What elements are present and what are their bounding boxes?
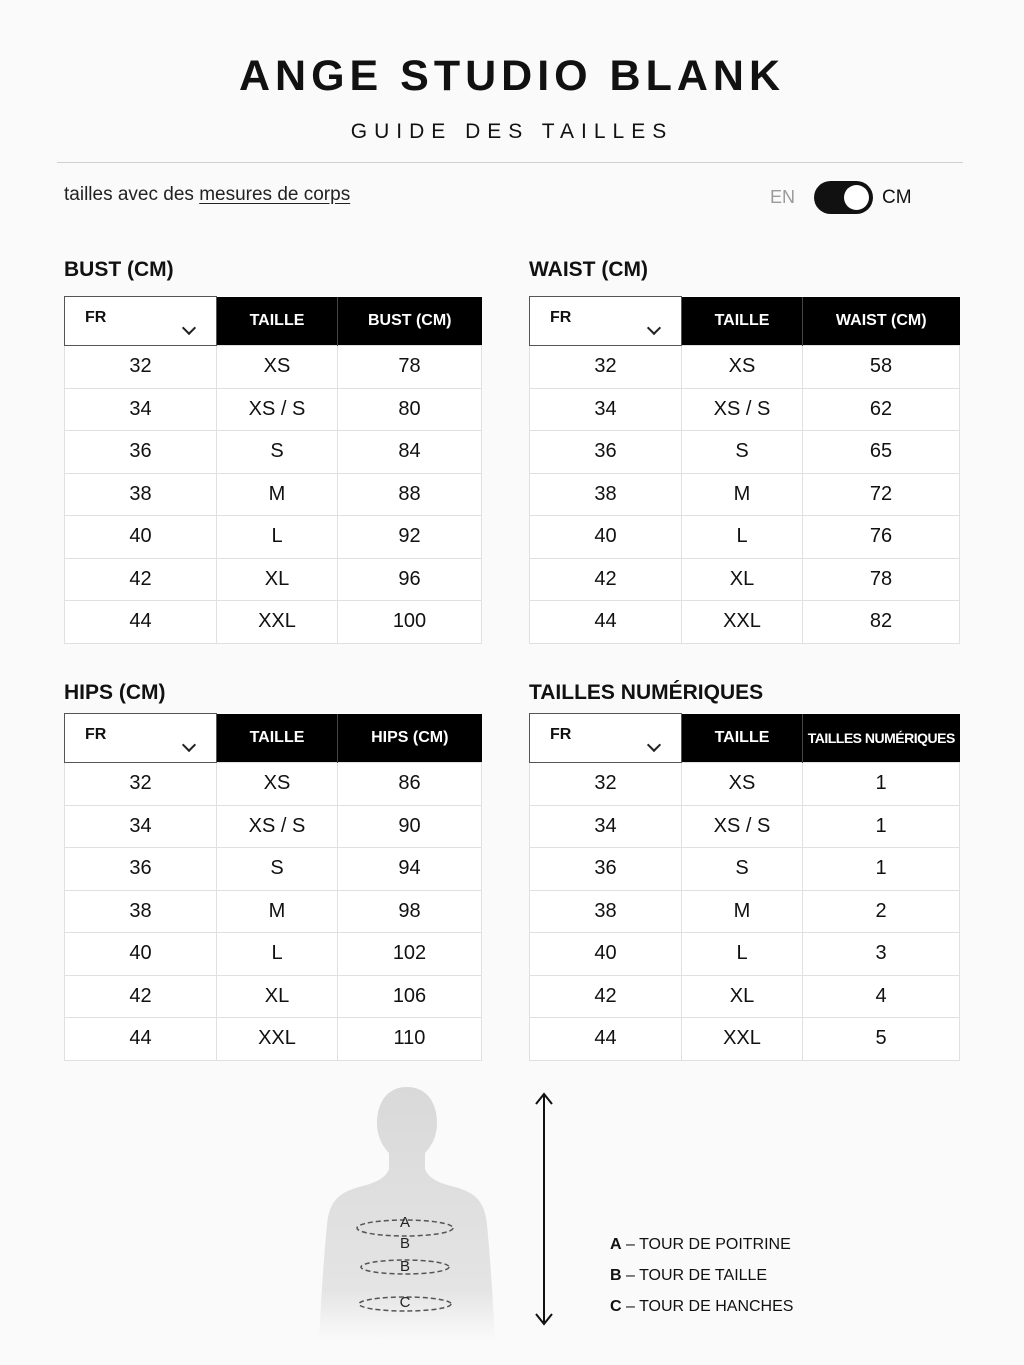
cell-measurement: 4 — [803, 975, 960, 1018]
cell-letter-size: XXL — [682, 601, 803, 644]
size-system-select[interactable]: FR — [530, 297, 682, 346]
cell-fr-size: 44 — [530, 601, 682, 644]
table-row — [65, 890, 482, 933]
chevron-down-icon — [647, 738, 661, 752]
cell-measurement: 76 — [803, 516, 960, 559]
table-row — [530, 431, 960, 474]
cell-letter-size: XXL — [217, 601, 338, 644]
cell-measurement: 110 — [338, 1018, 482, 1061]
table-row — [530, 763, 960, 806]
height-arrow-icon — [534, 1090, 554, 1328]
cell-letter-size: L — [682, 516, 803, 559]
cell-measurement: 96 — [338, 558, 482, 601]
cell-letter-size: L — [682, 933, 803, 976]
cell-letter-size: XS — [217, 346, 338, 389]
cell-letter-size: S — [682, 848, 803, 891]
cell-letter-size: L — [217, 516, 338, 559]
table-row — [65, 473, 482, 516]
column-header-size: TAILLE — [217, 297, 338, 346]
cell-measurement: 80 — [338, 388, 482, 431]
section-title: TAILLES NUMÉRIQUES — [529, 681, 764, 704]
size-system-select[interactable]: FR — [65, 714, 217, 763]
table-row — [65, 558, 482, 601]
table-row — [530, 848, 960, 891]
cell-letter-size: XS / S — [217, 388, 338, 431]
cell-letter-size: M — [682, 473, 803, 516]
cell-letter-size: M — [682, 890, 803, 933]
cell-fr-size: 36 — [65, 431, 217, 474]
marker-c: C — [399, 1294, 411, 1311]
table-row — [65, 388, 482, 431]
table-row — [530, 805, 960, 848]
size-system-select[interactable]: FR — [530, 714, 682, 763]
table-row — [530, 346, 960, 389]
unit-cm-label[interactable]: CM — [882, 186, 912, 208]
header-divider — [57, 162, 963, 163]
brand-title: ANGE STUDIO BLANK — [238, 52, 786, 100]
cell-letter-size: S — [217, 848, 338, 891]
hips-section — [64, 679, 482, 1061]
column-header-numeric: TAILLES NUMÉRIQUES — [803, 714, 960, 763]
table-row — [530, 933, 960, 976]
cell-fr-size: 44 — [65, 601, 217, 644]
cell-letter-size: XS / S — [217, 805, 338, 848]
cell-fr-size: 34 — [530, 805, 682, 848]
cell-measurement: 2 — [803, 890, 960, 933]
cell-measurement: 90 — [338, 805, 482, 848]
table-row — [530, 516, 960, 559]
cell-measurement: 100 — [338, 601, 482, 644]
table-row — [65, 975, 482, 1018]
unit-switch[interactable] — [814, 181, 873, 214]
cell-fr-size: 42 — [530, 975, 682, 1018]
column-header-size: TAILLE — [682, 714, 803, 763]
cell-fr-size: 40 — [530, 933, 682, 976]
cell-fr-size: 38 — [530, 473, 682, 516]
cell-letter-size: XXL — [682, 1018, 803, 1061]
cell-measurement: 82 — [803, 601, 960, 644]
cell-fr-size: 42 — [65, 558, 217, 601]
legend-item: B – TOUR DE TAILLE — [610, 1267, 768, 1284]
table-row — [530, 601, 960, 644]
table-row — [65, 601, 482, 644]
cell-fr-size: 34 — [65, 388, 217, 431]
column-header-size: TAILLE — [682, 297, 803, 346]
cell-fr-size: 38 — [530, 890, 682, 933]
bust-section — [64, 256, 482, 644]
cell-measurement: 92 — [338, 516, 482, 559]
hips-table — [64, 713, 482, 1061]
waist-table — [529, 296, 960, 644]
cell-letter-size: XL — [217, 558, 338, 601]
table-row — [65, 431, 482, 474]
cell-letter-size: S — [217, 431, 338, 474]
table-row — [530, 473, 960, 516]
cell-fr-size: 44 — [530, 1018, 682, 1061]
intro-prefix: tailles avec des — [64, 184, 200, 205]
marker-b-upper: B — [399, 1235, 411, 1252]
switch-knob — [844, 185, 869, 210]
cell-letter-size: XL — [682, 975, 803, 1018]
cell-measurement: 88 — [338, 473, 482, 516]
measurement-legend — [610, 1235, 793, 1328]
cell-fr-size: 42 — [530, 558, 682, 601]
numeric-section — [529, 679, 960, 1061]
cell-letter-size: XS / S — [682, 805, 803, 848]
cell-fr-size: 40 — [530, 516, 682, 559]
cell-letter-size: XS / S — [682, 388, 803, 431]
cell-measurement: 78 — [338, 346, 482, 389]
cell-fr-size: 38 — [65, 473, 217, 516]
table-row — [530, 1018, 960, 1061]
cell-fr-size: 34 — [65, 805, 217, 848]
cell-measurement: 106 — [338, 975, 482, 1018]
cell-fr-size: 32 — [530, 763, 682, 806]
section-title: BUST (CM) — [64, 258, 174, 281]
chevron-down-icon — [647, 321, 661, 335]
cell-measurement: 58 — [803, 346, 960, 389]
table-row — [530, 975, 960, 1018]
body-measurements-link[interactable]: mesures de corps — [199, 184, 351, 205]
unit-toggle — [770, 181, 912, 214]
cell-measurement: 94 — [338, 848, 482, 891]
cell-measurement: 84 — [338, 431, 482, 474]
cell-measurement: 1 — [803, 805, 960, 848]
cell-measurement: 86 — [338, 763, 482, 806]
page-subtitle: GUIDE DES TAILLES — [350, 120, 674, 143]
table-row — [65, 848, 482, 891]
cell-measurement: 102 — [338, 933, 482, 976]
cell-letter-size: M — [217, 473, 338, 516]
size-system-select[interactable]: FR — [65, 297, 217, 346]
cell-letter-size: L — [217, 933, 338, 976]
table-row — [530, 558, 960, 601]
cell-letter-size: S — [682, 431, 803, 474]
cell-fr-size: 32 — [65, 346, 217, 389]
waist-section — [529, 256, 960, 644]
cell-measurement: 1 — [803, 763, 960, 806]
table-row — [530, 388, 960, 431]
cell-fr-size: 34 — [530, 388, 682, 431]
cell-measurement: 62 — [803, 388, 960, 431]
cell-fr-size: 32 — [530, 346, 682, 389]
cell-letter-size: XL — [217, 975, 338, 1018]
cell-fr-size: 36 — [530, 848, 682, 891]
cell-fr-size: 32 — [65, 763, 217, 806]
bust-table — [64, 296, 482, 644]
marker-a: A — [399, 1214, 411, 1231]
table-row — [65, 805, 482, 848]
cell-letter-size: XS — [217, 763, 338, 806]
cell-measurement: 98 — [338, 890, 482, 933]
table-row — [65, 346, 482, 389]
cell-letter-size: M — [217, 890, 338, 933]
cell-fr-size: 44 — [65, 1018, 217, 1061]
section-title: WAIST (CM) — [529, 258, 648, 281]
marker-b-lower: B — [399, 1258, 411, 1275]
chevron-down-icon — [182, 321, 196, 335]
body-silhouette-illustration — [315, 1085, 500, 1340]
column-header-bust: BUST (CM) — [338, 297, 482, 346]
cell-fr-size: 36 — [530, 431, 682, 474]
column-header-waist: WAIST (CM) — [803, 297, 960, 346]
column-header-hips: HIPS (CM) — [338, 714, 482, 763]
column-header-size: TAILLE — [217, 714, 338, 763]
unit-en-label[interactable]: EN — [770, 187, 796, 207]
intro-text — [64, 184, 350, 206]
table-row — [530, 890, 960, 933]
section-title: HIPS (CM) — [64, 681, 166, 704]
legend-item: C – TOUR DE HANCHES — [610, 1298, 794, 1315]
cell-fr-size: 38 — [65, 890, 217, 933]
legend-item: A – TOUR DE POITRINE — [610, 1236, 791, 1253]
chevron-down-icon — [182, 738, 196, 752]
cell-letter-size: XXL — [217, 1018, 338, 1061]
cell-measurement: 65 — [803, 431, 960, 474]
table-row — [65, 1018, 482, 1061]
cell-letter-size: XS — [682, 346, 803, 389]
cell-letter-size: XL — [682, 558, 803, 601]
table-row — [65, 933, 482, 976]
cell-measurement: 5 — [803, 1018, 960, 1061]
cell-fr-size: 42 — [65, 975, 217, 1018]
cell-measurement: 78 — [803, 558, 960, 601]
cell-fr-size: 40 — [65, 933, 217, 976]
cell-letter-size: XS — [682, 763, 803, 806]
cell-fr-size: 40 — [65, 516, 217, 559]
numeric-table — [529, 713, 960, 1061]
table-row — [65, 763, 482, 806]
table-row — [65, 516, 482, 559]
cell-measurement: 3 — [803, 933, 960, 976]
cell-fr-size: 36 — [65, 848, 217, 891]
cell-measurement: 72 — [803, 473, 960, 516]
cell-measurement: 1 — [803, 848, 960, 891]
